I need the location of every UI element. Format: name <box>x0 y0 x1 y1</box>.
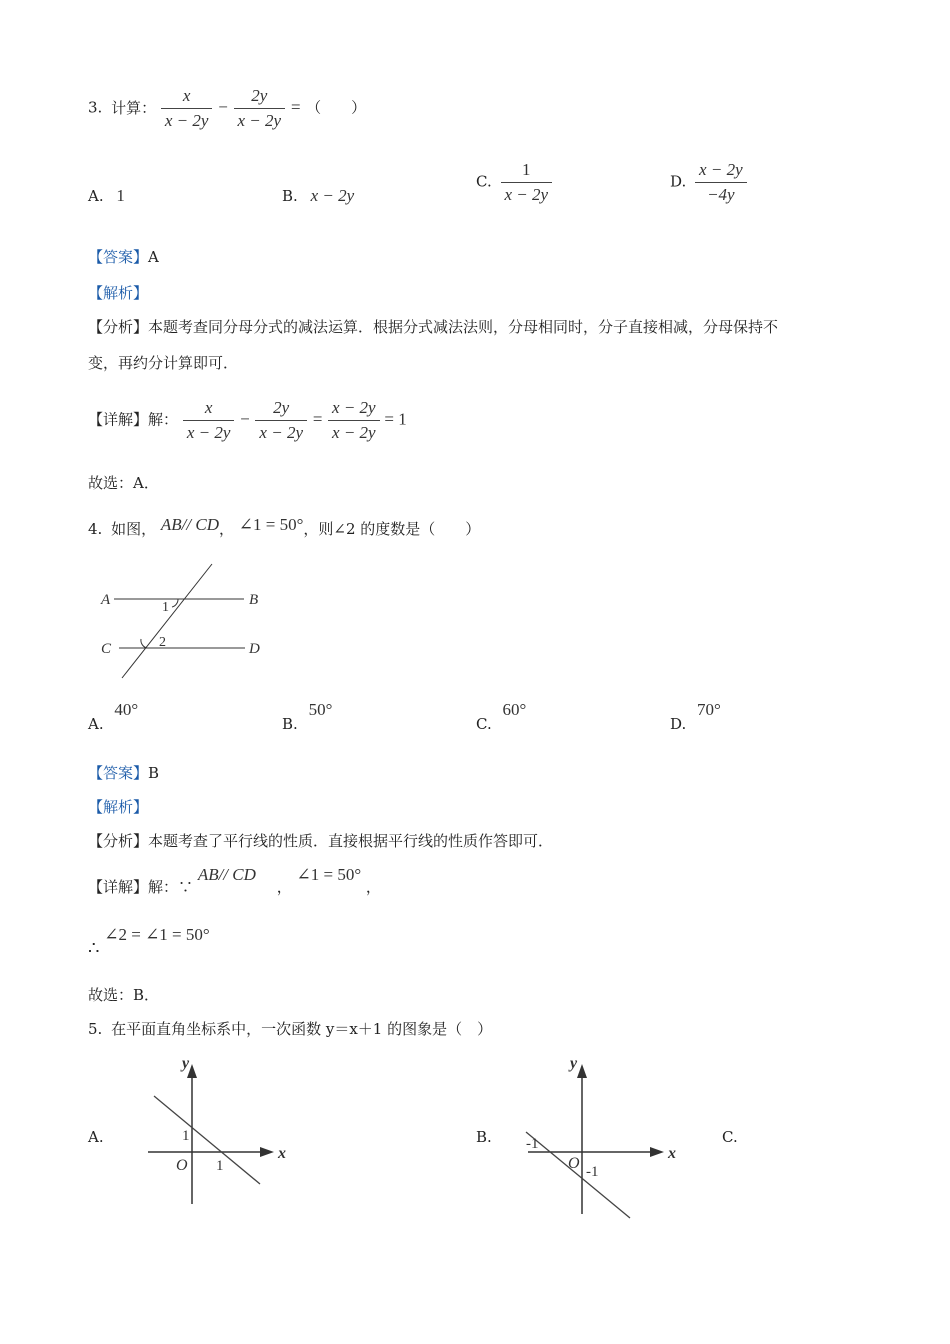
q4-option-d: D. 70° <box>670 700 721 733</box>
q3-option-d: D. $\frac{x - 2y}{-4y}$ <box>670 160 747 205</box>
q3-number: 3. <box>88 98 103 117</box>
q4-option-c: C. 60° <box>476 700 527 733</box>
svg-text:1: 1 <box>216 1158 224 1174</box>
svg-text:-1: -1 <box>526 1136 539 1152</box>
q4-choose: 故选：B． <box>88 986 160 1004</box>
q3-fraction-1: $\frac{x}{x - 2y}$ <box>161 86 213 131</box>
q4-figure <box>92 556 272 686</box>
q5-option-b-label: B. <box>476 1128 492 1146</box>
svg-text:y: y <box>182 1055 190 1072</box>
q5-graph-a <box>140 1052 300 1212</box>
q3-minus: − <box>217 97 229 117</box>
label-b: B <box>249 592 259 608</box>
svg-text:y: y <box>570 1055 578 1072</box>
svg-text:1: 1 <box>182 1128 190 1144</box>
label-angle-2: 2 <box>159 635 166 650</box>
label-a: A <box>101 592 111 608</box>
q3-stem <box>88 86 366 131</box>
q4-fenxi: 【分析】本题考查了平行线的性质．直接根据平行线的性质作答即可． <box>88 832 554 850</box>
q5-graph-b <box>520 1052 690 1222</box>
q3-fenxi-line2: 变，再约分计算即可． <box>88 354 239 372</box>
q3-answer: 【答案】A <box>88 248 159 266</box>
svg-text:O: O <box>176 1157 188 1174</box>
q4-conclusion: ∴ ∠2 = ∠1 = 50° <box>88 925 210 959</box>
q4-option-b: B. 50° <box>282 700 333 733</box>
q3-paren: （ ） <box>306 98 367 117</box>
label-d: D <box>249 641 260 657</box>
q5-stem: 5. 在平面直角坐标系中，一次函数 y＝x＋1 的图象是（ ） <box>88 1020 493 1038</box>
q3-fenxi-line1: 【分析】本题考查同分母分式的减法运算．根据分式减法法则，分母相同时，分子直接相减，分母保持不 <box>88 318 779 336</box>
q5-option-c-label: C. <box>722 1128 738 1146</box>
q4-answer: 【答案】B <box>88 764 160 782</box>
q4-stem: 4. 如图， AB// CD， ∠1 = 50°，则∠2 的度数是（ ） <box>88 515 481 538</box>
svg-text:O: O <box>568 1155 580 1172</box>
svg-text:x: x <box>278 1145 286 1162</box>
svg-text:-1: -1 <box>586 1164 599 1180</box>
q3-equals: = <box>289 97 302 117</box>
q3-detail: 【详解】解： $\frac{x}{x - 2y}$ − $\frac{2y}{x - 2y}$ = $\frac{x - 2y}{x - 2y}$ = 1 <box>88 398 407 442</box>
q4-option-a: A. 40° <box>88 700 139 733</box>
q3-option-a: A. 1 <box>88 186 125 205</box>
q3-option-c: C. $\frac{1}{x - 2y}$ <box>476 160 552 205</box>
q4-detail: 【详解】解：∵ AB// CD ， ∠1 = 50° ， <box>88 865 381 896</box>
label-angle-1: 1 <box>162 600 169 615</box>
q3-fraction-2: $\frac{2y}{x - 2y}$ <box>234 86 286 131</box>
q5-option-a-label: A. <box>88 1128 104 1146</box>
q3-analysis-heading: 【解析】 <box>88 284 149 302</box>
q3-option-b: B. x − 2y <box>282 186 355 205</box>
q3-lead: 计算： <box>111 98 157 117</box>
svg-text:x: x <box>668 1145 676 1162</box>
q3-choose: 故选：A． <box>88 474 159 492</box>
q4-analysis-heading: 【解析】 <box>88 798 149 816</box>
label-c: C <box>101 641 112 657</box>
